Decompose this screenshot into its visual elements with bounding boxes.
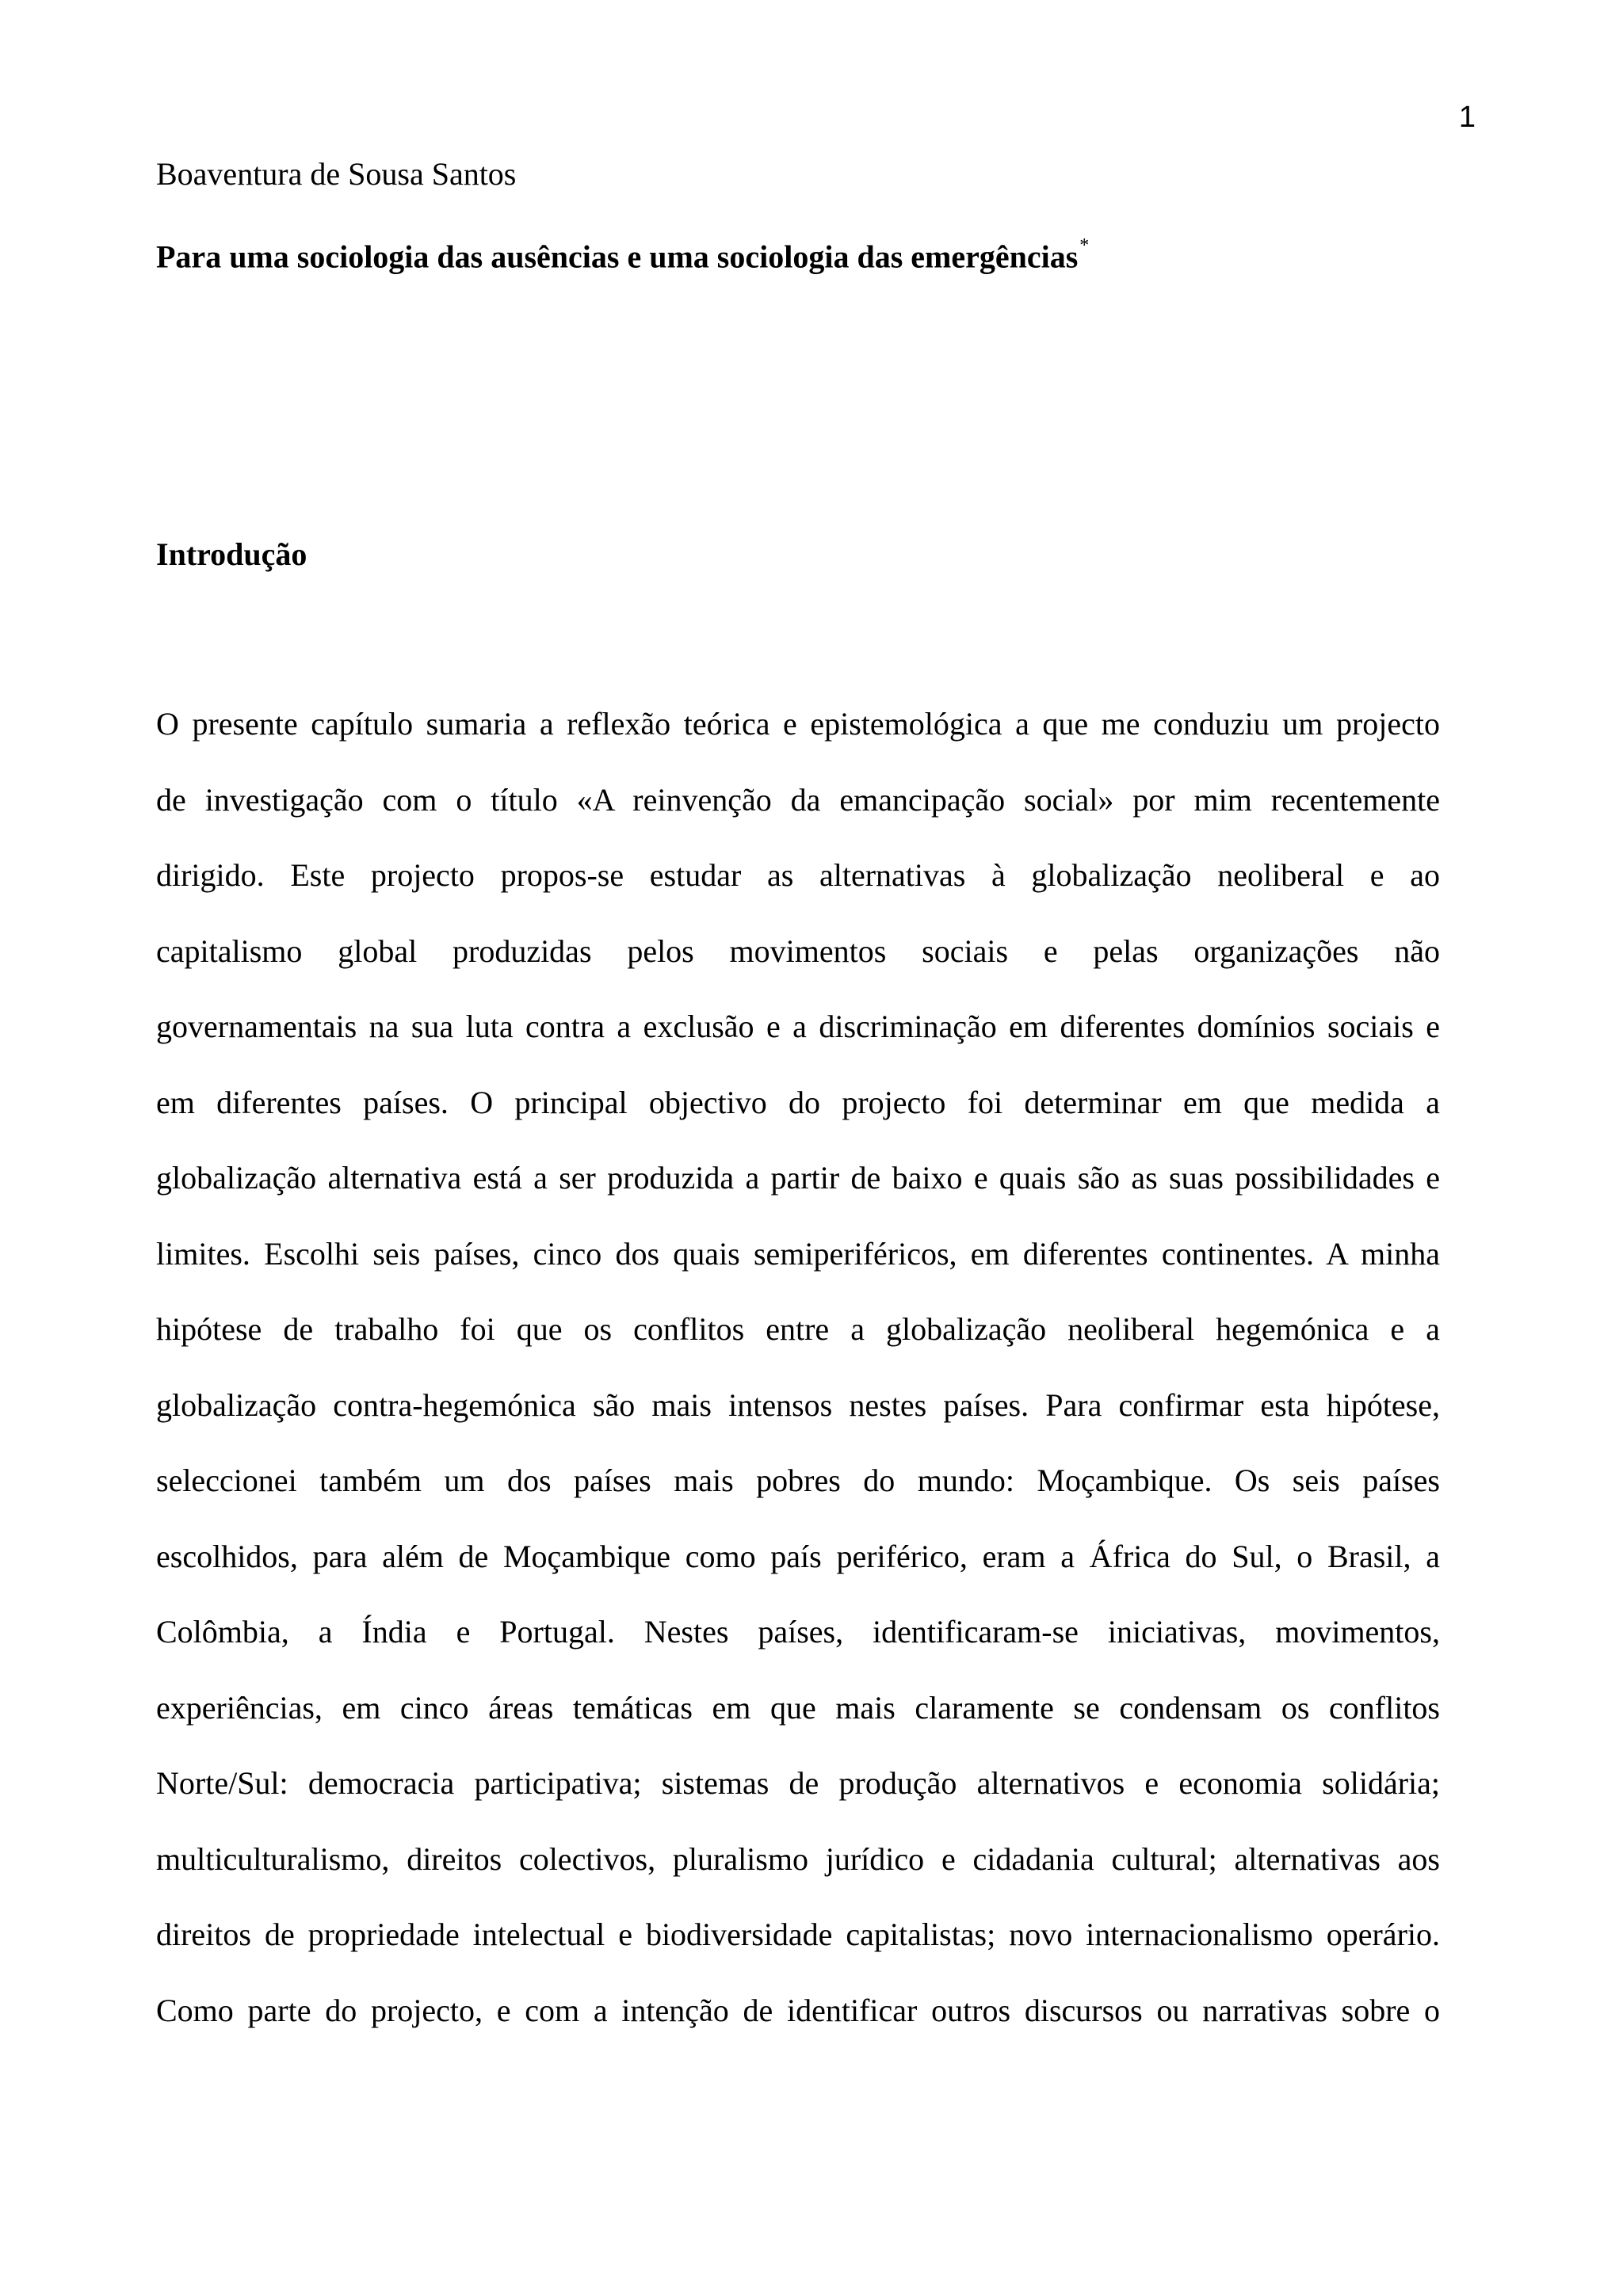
page-number: 1 bbox=[1458, 101, 1476, 134]
body-line: capitalismo global produzidas pelos movimentos sociais e pelas organizações não bbox=[156, 933, 1440, 969]
title-footnote-mark: * bbox=[1079, 235, 1090, 256]
body-line: experiências, em cinco áreas temáticas em que mais claramente se condensam os conflitos bbox=[156, 1689, 1440, 1726]
document-title bbox=[156, 231, 1089, 276]
body-line: O presente capítulo sumaria a reflexão teórica e epistemológica a que me conduziu um projecto bbox=[156, 706, 1440, 742]
body-line: globalização contra-hegemónica são mais intensos nestes países. Para confirmar esta hipótese, bbox=[156, 1386, 1440, 1423]
document-title-text: Para uma sociologia das ausências e uma sociologia das emergências bbox=[156, 238, 1079, 275]
body-line: de investigação com o título «A reinvenção da emancipação social» por mim recentemente bbox=[156, 781, 1440, 818]
author-name: Boaventura de Sousa Santos bbox=[156, 156, 517, 192]
body-line: governamentais na sua luta contra a exclusão e a discriminação em diferentes domínios sociais e bbox=[156, 1009, 1440, 1044]
body-line: hipótese de trabalho foi que os conflitos entre a globalização neoliberal hegemónica e a bbox=[156, 1311, 1440, 1347]
body-line: direitos de propriedade intelectual e biodiversidade capitalistas; novo internacionalismo operário. bbox=[156, 1917, 1440, 1952]
body-paragraph bbox=[156, 686, 1440, 2048]
body-line: globalização alternativa está a ser produzida a partir de baixo e quais são as suas possibilidades e bbox=[156, 1160, 1440, 1196]
body-line: escolhidos, para além de Moçambique como país periférico, eram a África do Sul, o Brasil, a bbox=[156, 1538, 1440, 1574]
body-line: dirigido. Este projecto propos-se estudar as alternativas à globalização neoliberal e ao bbox=[156, 857, 1440, 893]
body-line: limites. Escolhi seis países, cinco dos quais semiperiféricos, em diferentes continentes. A minha bbox=[156, 1235, 1440, 1272]
body-line: multiculturalismo, direitos colectivos, pluralismo jurídico e cidadania cultural; alternativas aos bbox=[156, 1840, 1440, 1877]
body-line: Norte/Sul: democracia participativa; sistemas de produção alternativos e economia solidária; bbox=[156, 1765, 1440, 1801]
section-heading: Introdução bbox=[156, 536, 307, 572]
body-line: Colômbia, a Índia e Portugal. Nestes países, identificaram-se iniciativas, movimentos, bbox=[156, 1614, 1440, 1650]
body-line: em diferentes países. O principal objectivo do projecto foi determinar em que medida a bbox=[156, 1084, 1440, 1120]
body-line: seleccionei também um dos países mais pobres do mundo: Moçambique. Os seis países bbox=[156, 1463, 1440, 1498]
body-line: Como parte do projecto, e com a intenção de identificar outros discursos ou narrativas sobre o bbox=[156, 1992, 1440, 2028]
